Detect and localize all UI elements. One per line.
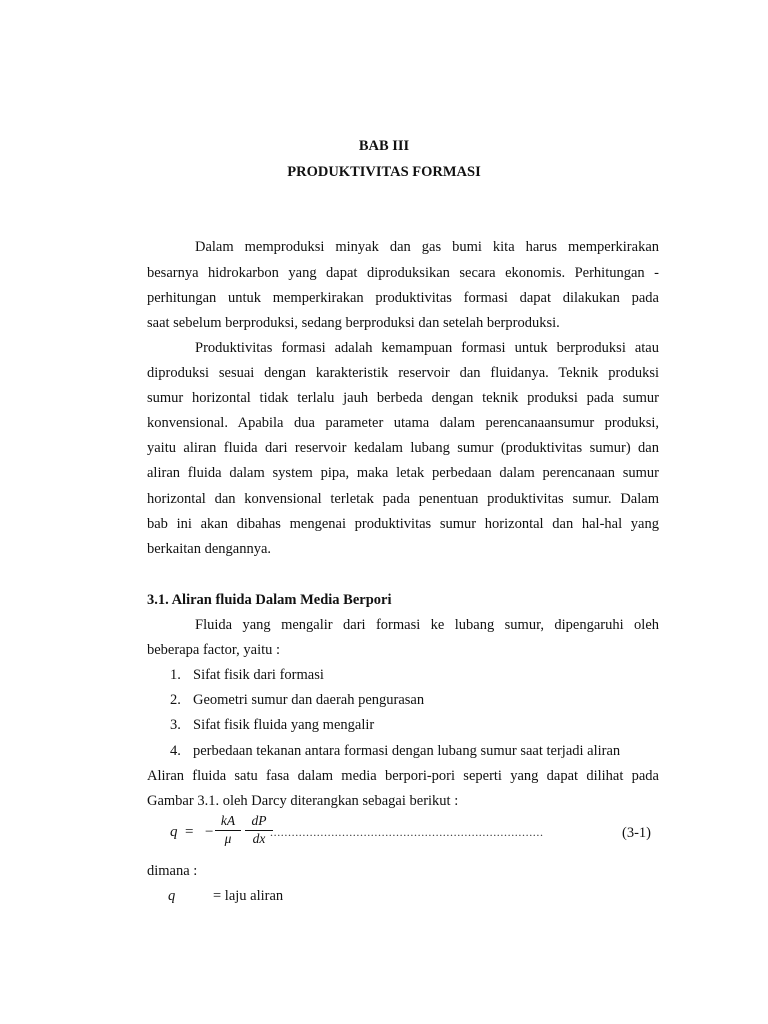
- equation-number: (3-1): [622, 825, 651, 841]
- paragraph-line: Produktivitas formasi adalah kemampuan formasi untuk berproduksi atau: [195, 340, 659, 356]
- list-text: Sifat fisik dari formasi: [193, 667, 324, 683]
- list-number: 2.: [170, 692, 181, 708]
- list-text: perbedaan tekanan antara formasi dengan lubang sumur saat terjadi aliran: [193, 743, 621, 759]
- paragraph-line: yaitu aliran fluida dari reservoir kedalam lubang sumur (produktivitas sumur) dan: [147, 440, 659, 456]
- section-heading: 3.1. Aliran fluida Dalam Media Berpori: [147, 592, 392, 608]
- list-number: 1.: [170, 667, 181, 683]
- list-number: 3.: [170, 717, 181, 733]
- equation-equals: =: [185, 824, 194, 840]
- chapter-label: BAB III: [358, 138, 410, 154]
- fraction-ka-mu: [215, 813, 241, 848]
- paragraph-line: diproduksi sesuai dengan karakteristik reservoir dan fluidanya. Teknik produksi: [147, 365, 659, 381]
- paragraph-line: sumur horizontal tidak terlalu jauh berbeda dengan teknik produksi pada sumur: [147, 390, 659, 406]
- paragraph-line: horizontal dan konvensional terletak pada penentuan produktivitas sumur. Dalam: [147, 491, 659, 507]
- paragraph-line: besarnya hidrokarbon yang dapat diproduksikan secara ekonomis. Perhitungan -: [147, 265, 659, 281]
- equation-minus: −: [205, 824, 214, 840]
- fraction-denominator: μ: [224, 831, 232, 846]
- paragraph-line: konvensional. Apabila dua parameter utama dalam perencanaansumur produksi,: [147, 415, 659, 431]
- chapter-title: PRODUKTIVITAS FORMASI: [287, 164, 481, 180]
- list-number: 4.: [170, 743, 181, 759]
- list-text: Geometri sumur dan daerah pengurasan: [193, 692, 425, 708]
- variable-symbol: q: [168, 888, 176, 904]
- fraction-denominator: dx: [252, 831, 266, 846]
- fraction-dp-dx: [245, 813, 273, 848]
- darcy-equation: [160, 813, 660, 853]
- paragraph-line: Gambar 3.1. oleh Darcy diterangkan sebagai berikut :: [147, 793, 459, 809]
- paragraph-line: Aliran fluida satu fasa dalam media berpori-pori seperti yang dapat dilihat pada: [147, 768, 659, 784]
- paragraph-line: saat sebelum berproduksi, sedang berproduksi dan setelah berproduksi.: [147, 315, 560, 331]
- fraction-numerator: dP: [245, 813, 273, 831]
- paragraph-line: beberapa factor, yaitu :: [147, 642, 281, 658]
- paragraph-line: Dalam memproduksi minyak dan gas bumi kita harus memperkirakan: [195, 239, 659, 255]
- where-label: dimana :: [147, 863, 198, 879]
- equation-lhs: q: [170, 824, 178, 840]
- paragraph-line: aliran fluida dalam system pipa, maka letak perbedaan dalam perencanaan sumur: [147, 465, 659, 481]
- equation-leader-dots: ............................................................................: [270, 825, 544, 839]
- paragraph-line: Fluida yang mengalir dari formasi ke lubang sumur, dipengaruhi oleh: [195, 617, 659, 633]
- list-text: Sifat fisik fluida yang mengalir: [193, 717, 375, 733]
- paragraph-line: berkaitan dengannya.: [147, 541, 272, 557]
- paragraph-line: perhitungan untuk memperkirakan produktivitas formasi dapat dilakukan pada: [147, 290, 659, 306]
- variable-meaning: = laju aliran: [213, 888, 284, 904]
- paragraph-line: bab ini akan dibahas mengenai produktivitas sumur horizontal dan hal-hal yang: [147, 516, 659, 532]
- fraction-numerator: kA: [215, 813, 241, 831]
